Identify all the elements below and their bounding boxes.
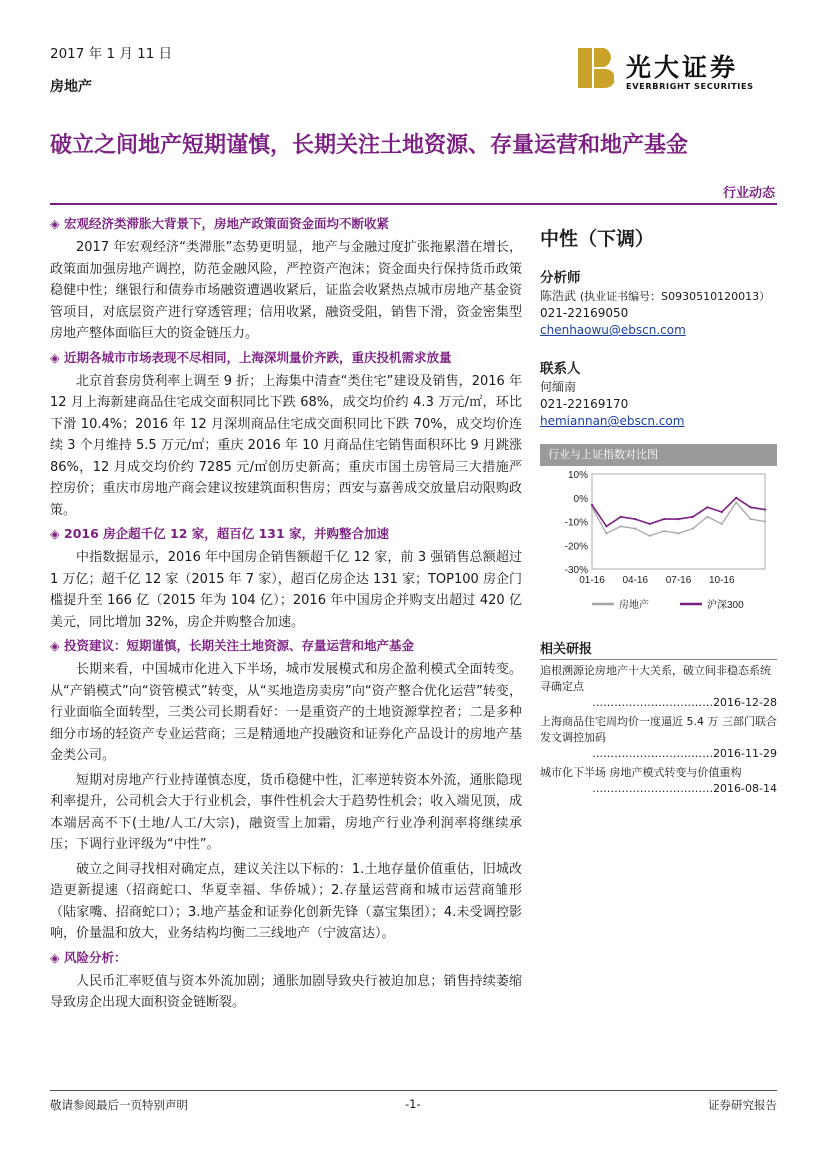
paragraph: 破立之间寻找相对确定点，建议关注以下标的：1.土地存量价值重估，旧城改造更新提速（招商蛇口、华夏幸福、华侨城）；2.存量运营商和城市运营商雏形（陆家嘴、招商蛇口）；3.地产基金和证券化创新先锋（嘉宝集团）；4.未受调控影响，价量温和放大，业务结构均衡二三线地产（宁波富达）。	[50, 861, 522, 941]
diamond-bullet-icon: ◈	[50, 526, 60, 541]
related-report-date: ……………………………2016-12-28	[592, 696, 777, 709]
related-report-item[interactable]	[540, 765, 777, 797]
paragraph: 人民币汇率贬值与资本外流加剧；通胀加剧导致央行被迫加息；销售持续萎缩导致房企出现大面积资金链断裂。	[50, 973, 522, 1010]
contact-phone: 021-22169170	[540, 397, 629, 411]
chart-plot-frame	[592, 474, 765, 569]
paragraph: 中指数据显示，2016 年中国房企销售额超千亿 12 家，前 3 强销售总额超过 1 万亿；超千亿 12 家（2015 年 7 家），超百亿房企达 131 家；TOP100 房企门槛提升至 166 亿（2015 年为 104 亿）；2016 年中国房企并购支出超过 420 亿美元，同比增加 32%，房企并购整合加速。	[50, 550, 522, 630]
header-divider	[50, 203, 777, 205]
section-heading	[50, 636, 522, 656]
data-point	[692, 516, 694, 518]
related-report-date: ……………………………2016-08-14	[592, 782, 777, 795]
x-tick-label: 07-16	[665, 575, 692, 586]
y-tick-label: -20%	[564, 541, 588, 553]
diamond-bullet-icon: ◈	[50, 349, 60, 365]
series-line-csi300	[592, 498, 765, 527]
data-point	[663, 530, 665, 532]
data-point	[692, 528, 694, 530]
contact-label: 联系人	[540, 361, 581, 377]
analyst-phone: 021-22169050	[540, 306, 629, 320]
document-type: 行业动态	[722, 186, 775, 201]
section-risk	[50, 948, 522, 1014]
analyst-email-link[interactable]: chenhaowu@ebscn.com	[540, 323, 686, 337]
analyst-cert: (执业证书编号：S0930510120013）	[579, 290, 771, 303]
section-heading	[50, 214, 522, 234]
diamond-bullet-icon: ◈	[50, 638, 60, 653]
data-point	[620, 525, 622, 527]
y-tick-label: 10%	[567, 470, 588, 481]
related-report-date: ……………………………2016-11-29	[592, 747, 777, 760]
paragraph: 2017 年宏观经济“类滞胀”态势更明显，地产与金融过度扩张拖累潜在增长，政策面加强房地产调控，防范金融风险，严控资产泡沫；资金面央行保持货币政策稳健中性；继银行和债券市场融资遭遇收紧后，证监会收紧热点城市房地产基金资管项目，对底层资产进行穿透管理；信用收紧，融资受阻，销售下滑，资金密集型房地产整体面临巨大的资金链压力。	[50, 240, 522, 341]
data-point	[677, 532, 679, 534]
data-point	[634, 518, 636, 520]
section-heading	[50, 948, 522, 968]
data-point	[649, 523, 651, 525]
related-reports-list	[540, 663, 777, 797]
data-point	[764, 520, 766, 522]
data-point	[750, 518, 752, 520]
analyst-label: 分析师	[540, 270, 581, 286]
legend-label: 房地产	[619, 600, 649, 611]
footer-divider	[50, 1090, 777, 1091]
section-investment-advice	[50, 636, 522, 945]
section-heading	[50, 348, 522, 368]
data-point	[721, 523, 723, 525]
x-tick-label: 01-16	[579, 575, 605, 586]
legend-label: 沪深300	[707, 600, 744, 611]
footer-report-type: 证券研究报告	[708, 1098, 777, 1112]
data-point	[735, 497, 737, 499]
data-point	[721, 511, 723, 513]
footer-disclaimer: 敬请参阅最后一页特别声明	[50, 1098, 188, 1112]
everbright-logo	[578, 48, 778, 98]
contact-name: 何缅南	[540, 380, 577, 394]
analyst-name: 陈浩武	[540, 289, 577, 303]
data-point	[663, 518, 665, 520]
data-point	[649, 535, 651, 537]
paragraph: 北京首套房贷利率上调至 9 折；上海集中清查“类住宅”建设及销售，2016 年 12 月上海新建商品住宅成交面积同比下跌 68%，成交均价约 4.3 万元/㎡，环比下滑 10.4%；2016 年 12 月深圳商品住宅成交面积同比下跌 70%，成交均价连续 3 个月维持 5.5 万元/㎡；重庆 2016 年 10 月商品住宅销售面积环比 9 月跳涨 86%，12 月成交均价约 7285 元/㎡创历史新高；重庆市国土房管局三大措施严控房价；重庆市房地产商会建议按建筑面积售房；西安与嘉善成交放量启动限购政策。	[50, 373, 522, 518]
section-heading-text: 2016 房企超千亿 12 家，超百亿 131 家，并购整合加速	[64, 526, 390, 541]
data-point	[620, 516, 622, 518]
report-title: 破立之间地产短期谨慎，长期关注土地资源、存量运营和地产基金	[50, 133, 689, 158]
chart-title: 行业与上证指数对比图	[540, 444, 777, 466]
paragraph: 短期对房地产行业持谨慎态度，货币稳健中性，汇率逆转资本外流，通胀隐现利率提升，公司机会大于行业机会，事件性机会大于趋势性机会；收入端见顶，成本端居高不下(土地/人工/大宗)，融资雪上加霜，房地产行业净利润率将继续承压；下调行业评级为“中性”。	[50, 772, 522, 852]
x-tick-label: 10-16	[708, 575, 735, 586]
contact-info	[540, 379, 777, 430]
logo-english-name: EVERBRIGHT SECURITIES	[626, 81, 754, 91]
related-report-title: 上海商品住宅周均价一度逼近 5.4 万 三部门联合发文调控加码	[540, 715, 777, 744]
section-heading-text: 投资建议：短期谨慎，长期关注土地资源、存量运营和地产基金	[64, 638, 415, 653]
data-point	[706, 506, 708, 508]
logo-chinese-name: 光大证券	[626, 53, 739, 82]
section-macro	[50, 214, 522, 345]
data-point	[605, 525, 607, 527]
y-tick-label: -10%	[564, 517, 588, 529]
report-date: 2017 年 1 月 11 日	[50, 46, 173, 62]
data-point	[706, 516, 708, 518]
paragraph: 长期来看，中国城市化进入下半场，城市发展模式和房企盈利模式全面转变。从“产销模式”向“资管模式”转变，从“买地造房卖房”向“资产整合优化运营”转变，行业面临全面转型，三类公司长期看好：一是重资产的土地资源掌控者；二是多种细分市场的轻资产专业运营商；三是精通地产投融资和证券化产品设计的房地产基金类公司。	[50, 662, 522, 763]
x-tick-label: 04-16	[622, 575, 649, 586]
data-point	[591, 504, 593, 506]
analyst-info	[540, 288, 777, 339]
everbright-logo-mark-icon	[578, 48, 614, 88]
related-report-title: 追根溯源论房地产十大关系，破立间非稳态系统寻确定点	[540, 664, 771, 693]
section-city-markets	[50, 348, 522, 522]
data-point	[634, 528, 636, 530]
y-tick-label: -30%	[564, 565, 588, 576]
main-body	[50, 214, 522, 1017]
diamond-bullet-icon: ◈	[50, 949, 60, 965]
sector-label: 房地产	[50, 79, 92, 95]
section-heading	[50, 524, 522, 544]
comparison-chart-plot	[540, 466, 777, 626]
related-reports-label: 相关研报	[540, 638, 777, 660]
section-heading-text: 近期各城市市场表现不尽相同，上海深圳量价齐跌，重庆投机需求放量	[64, 349, 452, 365]
contact-email-link[interactable]: hemiannan@ebscn.com	[540, 414, 685, 428]
section-developer-sales	[50, 524, 522, 633]
diamond-bullet-icon: ◈	[50, 216, 60, 231]
page-number: -1-	[405, 1097, 421, 1111]
related-report-item[interactable]	[540, 663, 777, 711]
data-point	[735, 501, 737, 503]
sidebar	[540, 214, 777, 797]
industry-rating: 中性（下调）	[540, 228, 655, 250]
data-point	[750, 506, 752, 508]
comparison-chart	[540, 444, 777, 630]
data-point	[605, 532, 607, 534]
section-heading-text: 宏观经济类滞胀大背景下，房地产政策面资金面均不断收紧	[64, 216, 390, 231]
data-point	[764, 509, 766, 511]
data-point	[677, 518, 679, 520]
related-report-item[interactable]	[540, 714, 777, 762]
y-tick-label: 0%	[573, 493, 588, 505]
related-report-title: 城市化下半场 房地产模式转变与价值重构	[540, 766, 742, 779]
section-heading-text: 风险分析：	[64, 949, 127, 965]
